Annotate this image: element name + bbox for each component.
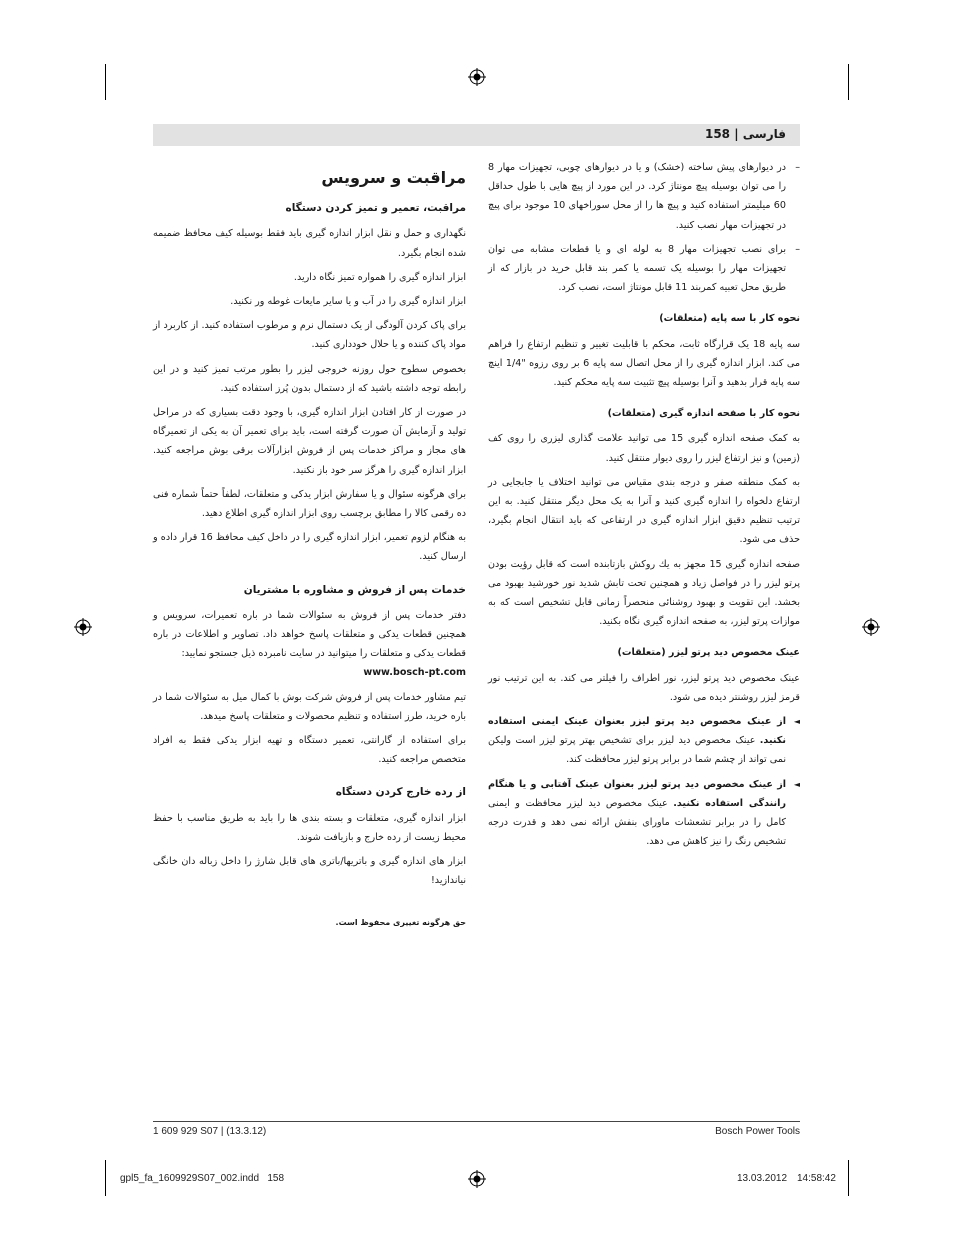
customer-service-text-2: تیم مشاور خدمات پس از فروش شرکت بوش با کمال میل به سئوالات شما در باره خرید، طرز استفاده و تنظیم محصولات و متعلقات پاسخ میدهد. [153, 691, 466, 722]
slug-date: 13.03.2012 [737, 1173, 788, 1184]
registration-mark-left-icon [74, 618, 92, 636]
bosch-website-link[interactable]: www.bosch-pt.com [363, 667, 466, 679]
laser-glasses-heading: عینک مخصوص دید پرتو لیزر (متعلقات) [617, 647, 800, 659]
warning-safety-glasses [488, 712, 800, 770]
disposal-heading: از رده خارج کردن دستگاه [335, 786, 466, 799]
warning-sunglasses [488, 775, 800, 852]
customer-service-text-1: دفتر خدمات پس از فروش به سئوالات شما در باره تعمیرات، سرویس و همچنین قطعات یدکی و متعلقات پاسخ خواهد داد. تصاویر و اطلاعات در باره قطعات یدکی و متعلقات را میتوانید در سایت نامبرده ذیل جستجو نمایید: [153, 609, 466, 660]
warning-2-bold: از عینک مخصوص دید پرتو لیزر بعنوان عینک آفتابی و یا هنگام رانندگی استفاده نکنید. [488, 778, 786, 809]
crop-mark-top-right [848, 64, 849, 100]
customer-service-heading: خدمات پس از فروش و مشاوره با مشتریان [243, 583, 466, 596]
registration-mark-right-icon [862, 618, 880, 636]
crop-mark-bottom-right [848, 1160, 849, 1196]
maintenance-heading: مراقبت، تعمیر و تمیز کردن دستگاه [285, 202, 466, 215]
maintenance-paragraph: به هنگام لزوم تعمیر، ابزار اندازه گیری را در داخل کیف محافظ 16 قرار داده و ارسال کنید. [153, 532, 466, 563]
header-language: فارسی [742, 127, 786, 141]
warning-2-text: عینک مخصوص دید لیزر محافظت و ایمنی کامل را در برابر تشعشات ماورای بنفش ارائه نمی دهد و قدرت درجه تشخیص رنگ را نیز کاهش می دهد. [488, 797, 786, 848]
maintenance-paragraph: در صورت از کار افتادن ابزار اندازه گیری، با وجود دقت بسیاری که در مراحل تولید و آزمایش آن صورت گرفته است، باید برای تعمیر آن به یکی از تعمیرگاه های مجاز و مراکز خدمات پس از فروش ابزارآلات برقی بوش مراجعه کنید. ابزار اندازه گیری را هرگز سر خود باز نکنید. [153, 407, 466, 476]
tripod-text: سه پایه 18 یک قرارگاه ثابت، محکم با قابلیت تغییر و تنظیم ارتفاع را فراهم می کند. ابزار اندازه گیری را از محل اتصال سه پایه 6 بر روی رزوه "1/4 اینچ سه پایه قرار بدهید و آنرا بوسیله پیچ تثبیت سه پایه محکم کنید. [488, 338, 801, 389]
laser-glasses-text: عینک مخصوص دید پرتو لیزر، نور اطراف را فیلتر می کند. به این ترتیب نور قرمز لیزر روشنتر دیده می شود. [488, 672, 800, 703]
tripod-heading: نحوه کار با سه پایه (متعلقات) [659, 313, 800, 325]
maintenance-paragraph: برای هرگونه سئوال و یا سفارش ابزار یدکی و متعلقات، لطفاً حتماً شماره فنی ده رقمی کالا را مطابق برچسب روی ابزار اندازه گیری اطلاع دهید. [153, 488, 466, 520]
target-plate-text-2: به کمک منطقه صفر و درجه بندی مقیاس می توانید اختلاف یا جابجایی در ارتفاع دلخواه را اندازه گیری کنید و آنرا به یک محل دیگر منتقل کنید. به این ترتیب تنظیم دقیق ابزار اندازه گیری در ارتفاعی که باید انتقال انجام بگیرد، حذف می شود. [488, 476, 800, 546]
warning-1-text: عینک مخصوص دید لیزر برای تشخیص بهتر پرتو لیزر است ولیکن نمی تواند از چشم شما در برابر پرتو لیزر محافظت کند. [488, 735, 786, 766]
registration-mark-bottom-icon [468, 1170, 486, 1188]
registration-mark-top-icon [468, 68, 486, 86]
page-header [705, 127, 786, 141]
slug-time: 14:58:42 [797, 1173, 836, 1184]
maintenance-paragraph: برای پاک کردن آلودگی از یک دستمال نرم و مرطوب استفاده کنید. از کاربرد از مواد پاک کننده و یا حلال خودداری کنید. [153, 320, 466, 351]
target-plate-text-1: به کمک صفحه اندازه گیری 15 می توانید علامت گذاری لیزری را روی کف (زمین) و نیز ارتفاع لیزر را روی دیوار منتقل کنید. [488, 433, 801, 464]
customer-service-text-3: برای استفاده از گارانتی، تعمیر دستگاه و تهیه ابزار یدکی فقط به افراد متخصص مراجعه کنید. [153, 735, 466, 766]
disposal-text-2: ابزار های اندازه گیری و باتریها/باتری های قابل شارژ را داخل زباله دان خانگی نیاندازید! [153, 856, 466, 887]
footer-brand: Bosch Power Tools [715, 1126, 800, 1137]
slug-filename: gpl5_fa_1609929S07_002.indd 158 [120, 1173, 285, 1184]
footer-rule [153, 1121, 800, 1122]
page-header-bar [153, 124, 800, 146]
target-plate-text-3: صفحه اندازه گیری 15 مجهز به یك روكش بازتابنده است كه قابل رؤیت بودن پرتو لیزر را در فواصل زیاد و همچنین تحت تابش شدید نور خورشید بهبود می بخشد. این تقویت و بهبود روشنائی منحصراً زمانی قابل تشخیص است که به موازات پرتو لیزر، به صفحه اندازه گیری نگاه بکنید. [488, 558, 800, 628]
maintenance-paragraph: ابزار اندازه گیری را همواره تمیز نگاه دارید. [293, 271, 466, 283]
maintenance-paragraph: ابزار اندازه گیری را در آب و یا سایر مایعات غوطه ور نکنید. [230, 296, 466, 308]
maintenance-paragraph: نگهداری و حمل و نقل ابزار اندازه گیری باید فقط بوسیله کیف محافظ ضمیمه شده انجام بگیرد. [153, 228, 466, 259]
right-column [488, 158, 800, 857]
disposal-text-1: ابزار اندازه گیری، متعلقات و بسته بندی ها را باید به طریق مناسب با حفظ محیط زیست از رده خارج و بازیافت شوند. [153, 812, 466, 843]
mount-bullet-drywall: – در دیوارهای پیش ساخته (خشک) و یا در دیوارهای چوبی، تجهیزات مهار 8 را می توان بوسیله پیچ مونتاژ کرد. در این مورد از پیچ هایی با طول حداقل 60 میلیمتر استفاده کنید و پیچ ها را از محل سوراخهای 10 موجود برای پیچ در تجهیزات مهار نصب کنید. [488, 158, 800, 235]
mount-bullet-pipe: – برای نصب تجهیزات مهار 8 به لوله ای و یا قطعات مشابه می توان تجهیزات مهار را بوسیله یک تسمه یا کمر بند قابل خرید در بازار که از طریق محل تعبیه کمربند 11 قابل مونتاژ است، نصب کرد. [488, 240, 800, 298]
crop-mark-top-left [105, 64, 106, 100]
crop-mark-bottom-left [105, 1160, 106, 1196]
warning-1-bold: از عینک مخصوص دید پرتو لیزر بعنوان عینک ایمنی استفاده نکنید. [488, 716, 786, 747]
left-column [153, 168, 466, 937]
footer-doc-number: 1 609 929 S07 | (13.3.12) [153, 1126, 267, 1137]
section-title: مراقبت و سرویس [321, 168, 466, 187]
rights-reserved-note: حق هرگونه تغییری محفوظ است. [335, 917, 466, 927]
target-plate-heading: نحوه کار با صفحه اندازه گیری (متعلقات) [607, 408, 800, 420]
maintenance-paragraph: بخصوص سطوح حول روزنه خروجی لیزر را بطور مرتب تمیز کنید و در این رابطه توجه داشته باشید که از دستمال بدون پُرز استفاده کنید. [153, 363, 466, 394]
header-page-number: 158 [704, 127, 731, 141]
header-separator: | [730, 127, 739, 141]
